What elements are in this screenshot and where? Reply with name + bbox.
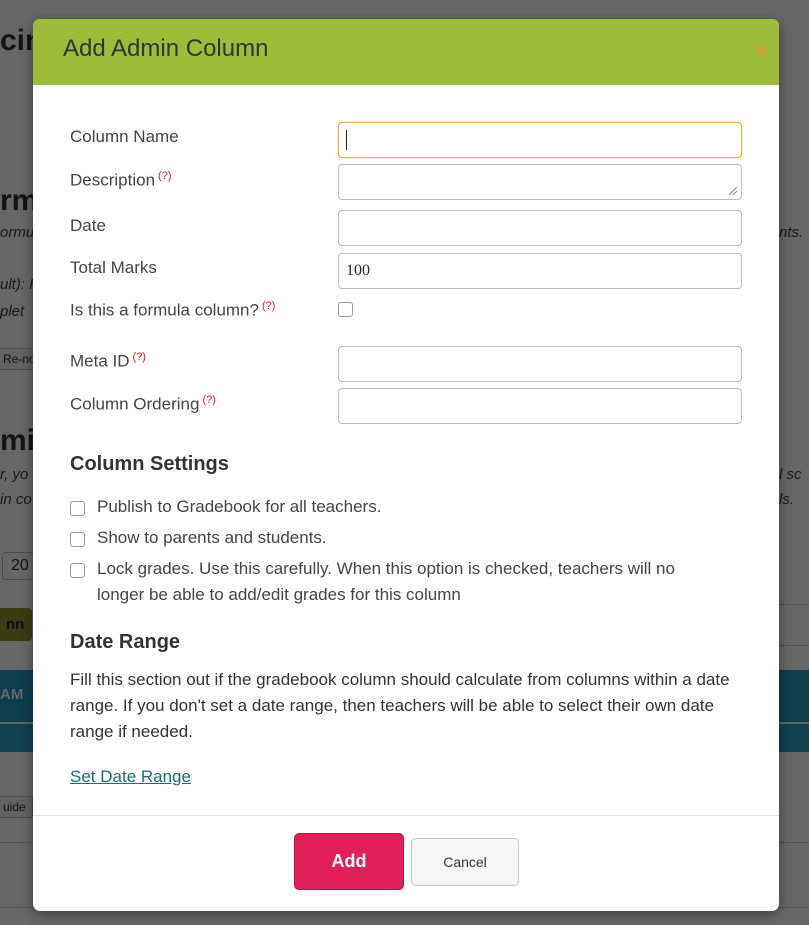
date-input[interactable] bbox=[338, 210, 742, 246]
help-icon[interactable]: (?) bbox=[202, 394, 216, 406]
dialog-title: Add Admin Column bbox=[63, 35, 269, 62]
help-icon[interactable]: (?) bbox=[158, 170, 172, 182]
meta-id-input[interactable] bbox=[338, 346, 742, 382]
add-admin-column-dialog bbox=[33, 19, 779, 911]
close-icon[interactable]: × bbox=[755, 40, 767, 62]
publish-gradebook-label: Publish to Gradebook for all teachers. bbox=[97, 497, 382, 516]
column-ordering-input[interactable] bbox=[338, 388, 742, 424]
total-marks-label: Total Marks bbox=[70, 258, 157, 277]
publish-gradebook-checkbox[interactable] bbox=[70, 501, 85, 516]
column-settings-heading: Column Settings bbox=[70, 453, 229, 475]
date-label: Date bbox=[70, 216, 106, 235]
help-icon[interactable]: (?) bbox=[261, 300, 276, 312]
column-name-input[interactable] bbox=[338, 122, 742, 158]
formula-column-label: Is this a formula column? (?) bbox=[70, 300, 276, 320]
help-icon[interactable]: (?) bbox=[132, 351, 146, 363]
set-date-range-link[interactable]: Set Date Range bbox=[70, 767, 191, 786]
formula-column-checkbox[interactable] bbox=[338, 302, 353, 317]
add-button[interactable]: Add bbox=[294, 833, 404, 890]
description-textarea[interactable] bbox=[338, 164, 742, 200]
footer-divider bbox=[33, 815, 779, 816]
description-label: Description (?) bbox=[70, 170, 172, 190]
column-ordering-label: Column Ordering (?) bbox=[70, 394, 216, 414]
date-range-heading: Date Range bbox=[70, 631, 181, 653]
cancel-button[interactable]: Cancel bbox=[411, 838, 519, 886]
show-parents-checkbox[interactable] bbox=[70, 532, 85, 547]
meta-id-label: Meta ID (?) bbox=[70, 351, 146, 371]
total-marks-input[interactable]: 100 bbox=[338, 253, 742, 289]
lock-grades-checkbox[interactable] bbox=[70, 563, 85, 578]
text-caret bbox=[346, 130, 347, 150]
show-parents-label: Show to parents and students. bbox=[97, 528, 327, 547]
column-name-label: Column Name bbox=[70, 127, 179, 146]
dialog-header bbox=[33, 19, 779, 85]
resize-grip-icon[interactable] bbox=[728, 186, 738, 196]
lock-grades-label: Lock grades. Use this carefully. When this option is checked, teachers will no longer be able to add/edit grades for this column bbox=[97, 559, 675, 604]
date-range-description: Fill this section out if the gradebook column should calculate from columns within a date range. If you don't set a date range, then teachers will be able to select their own date range if needed. bbox=[70, 670, 730, 741]
